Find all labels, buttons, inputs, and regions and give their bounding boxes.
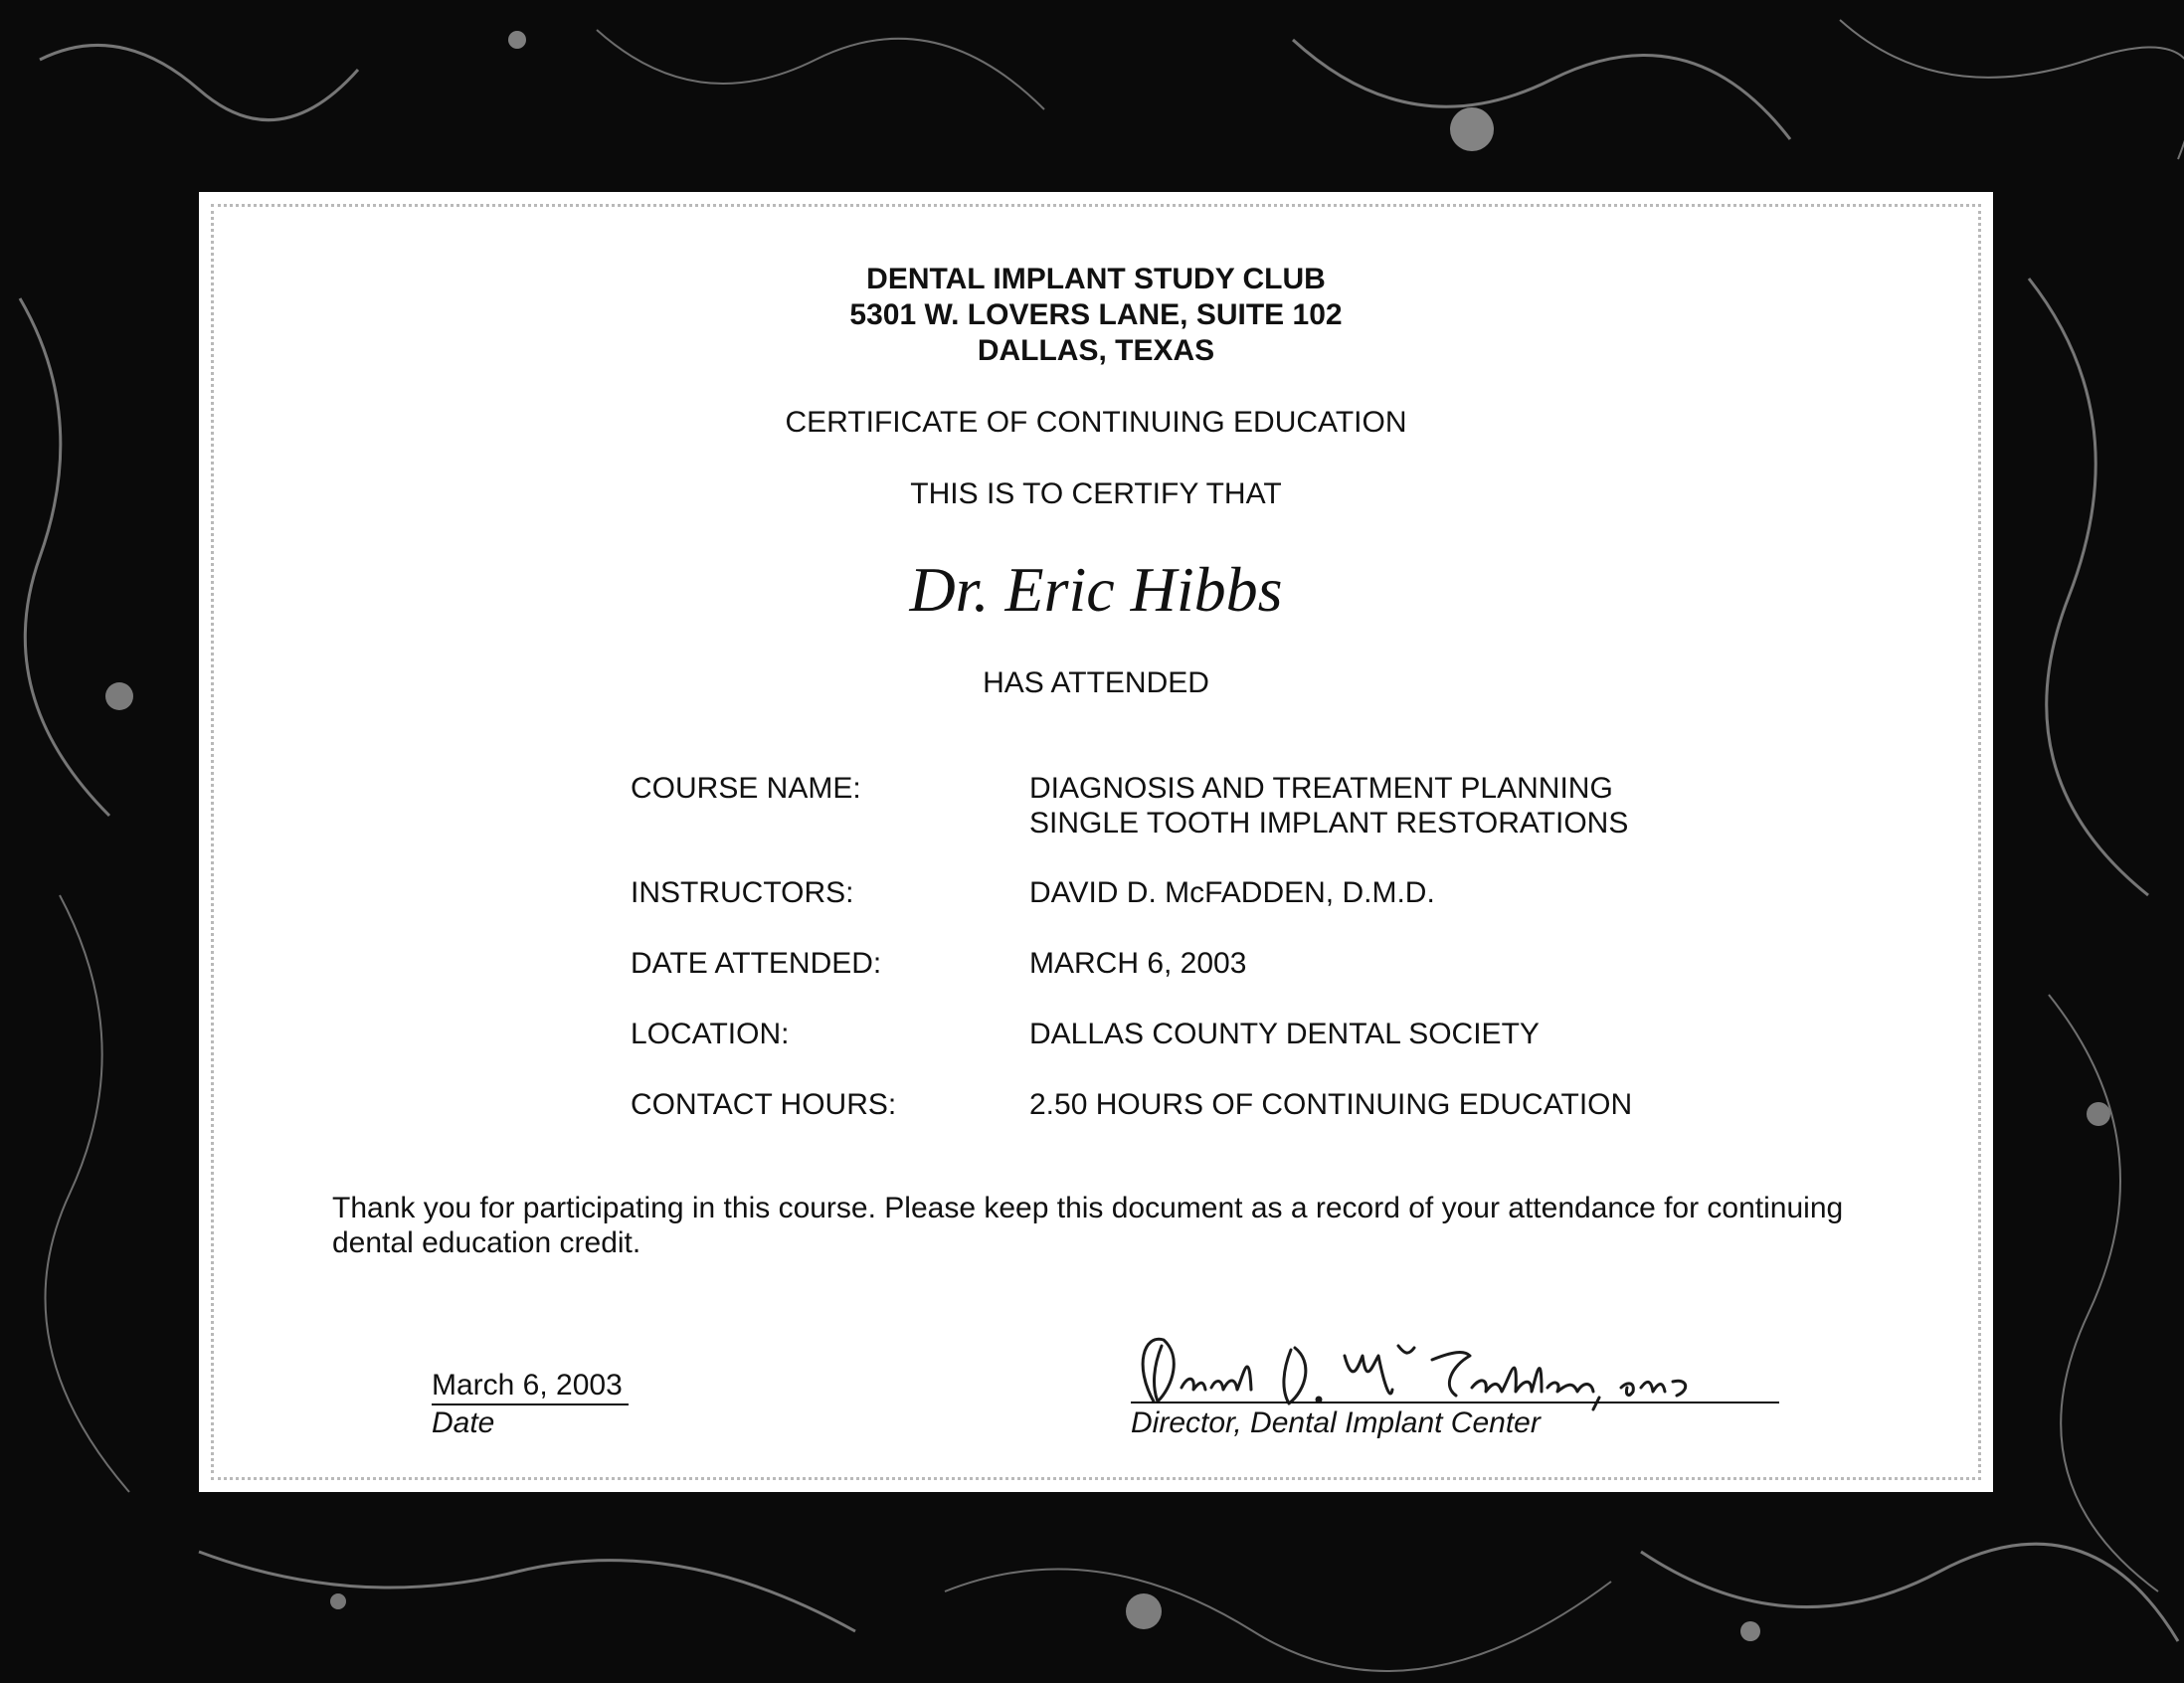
organization-address: 5301 W. LOVERS LANE, SUITE 102	[849, 298, 1343, 331]
course-name-line1: DIAGNOSIS AND TREATMENT PLANNING	[1029, 772, 1613, 805]
location-value: DALLAS COUNTY DENTAL SOCIETY	[1029, 1018, 1540, 1050]
course-name-line2: SINGLE TOOTH IMPLANT RESTORATIONS	[1029, 807, 1629, 840]
certificate-title: CERTIFICATE OF CONTINUING EDUCATION	[785, 406, 1407, 439]
thanks-line2: dental education credit.	[332, 1226, 641, 1259]
location-label: LOCATION:	[631, 1018, 790, 1050]
instructors-value: DAVID D. McFADDEN, D.M.D.	[1029, 876, 1435, 909]
signature-line	[1131, 1402, 1779, 1403]
organization-name: DENTAL IMPLANT STUDY CLUB	[866, 263, 1326, 295]
director-caption: Director, Dental Implant Center	[1131, 1406, 1541, 1439]
recipient-name: Dr. Eric Hibbs	[909, 554, 1283, 625]
date-attended-value: MARCH 6, 2003	[1029, 947, 1247, 980]
contact-hours-label: CONTACT HOURS:	[631, 1088, 897, 1121]
certify-text: THIS IS TO CERTIFY THAT	[910, 477, 1282, 510]
attended-text: HAS ATTENDED	[983, 666, 1209, 699]
instructors-label: INSTRUCTORS:	[631, 876, 854, 909]
course-name-label: COURSE NAME:	[631, 772, 861, 805]
organization-city: DALLAS, TEXAS	[977, 334, 1215, 367]
signed-date: March 6, 2003	[432, 1368, 629, 1405]
thanks-line1: Thank you for participating in this course. Please keep this document as a record of your attendance for continuing	[332, 1192, 1844, 1224]
certificate-card	[199, 192, 1993, 1492]
date-attended-label: DATE ATTENDED:	[631, 947, 882, 980]
date-caption: Date	[432, 1406, 495, 1439]
contact-hours-value: 2.50 HOURS OF CONTINUING EDUCATION	[1029, 1088, 1633, 1121]
decorative-border	[211, 204, 1981, 1480]
